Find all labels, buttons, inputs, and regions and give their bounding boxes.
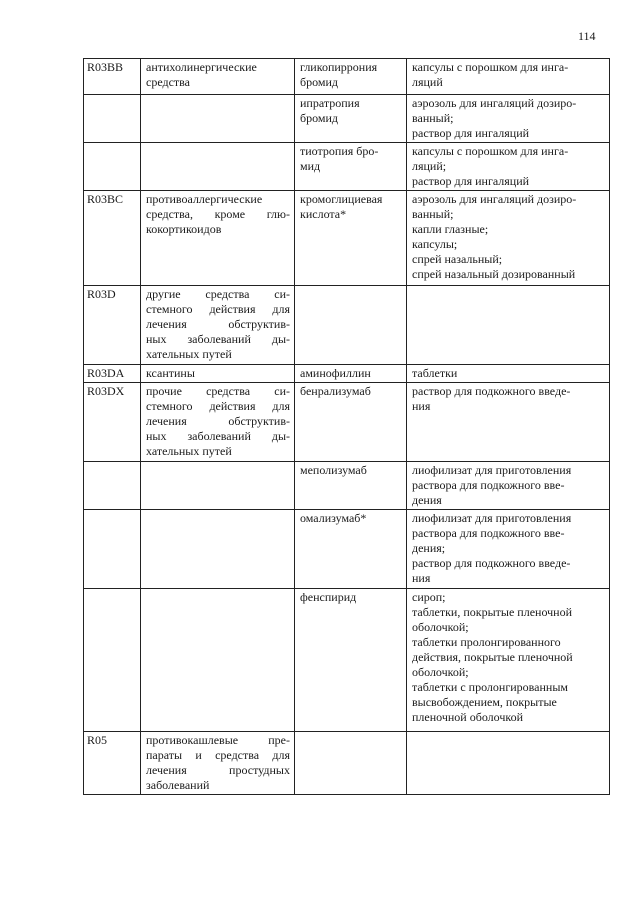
pharm-group-cell bbox=[141, 365, 295, 383]
table-row bbox=[84, 510, 610, 589]
drug-name-line: гликопиррония bbox=[300, 60, 378, 74]
drug-name-line: кромоглициевая bbox=[300, 192, 383, 206]
dosage-form-line: высвобождением, покрытые bbox=[412, 695, 557, 709]
table-row bbox=[84, 95, 610, 143]
dosage-forms-cell bbox=[407, 462, 610, 510]
drug-name-line: ипратропия bbox=[300, 96, 360, 110]
drug-name-cell bbox=[295, 191, 407, 286]
drug-name-cell bbox=[295, 365, 407, 383]
atc-code: R03BB bbox=[87, 60, 124, 74]
drug-name-cell bbox=[295, 143, 407, 191]
dosage-forms-cell bbox=[407, 383, 610, 462]
dosage-form-line: капсулы с порошком для инга- bbox=[412, 60, 569, 74]
atc-code-cell bbox=[84, 365, 141, 383]
atc-code-cell bbox=[84, 383, 141, 462]
drug-name-cell bbox=[295, 95, 407, 143]
dosage-form-line: капли глазные; bbox=[412, 222, 489, 236]
pharm-group-line: средства bbox=[146, 75, 191, 89]
atc-code-cell bbox=[84, 589, 141, 732]
pharm-group-line: хательных путей bbox=[146, 347, 232, 361]
pharm-group-line: кокортикоидов bbox=[146, 222, 222, 236]
pharm-group-cell bbox=[141, 59, 295, 95]
table-row bbox=[84, 462, 610, 510]
table-row bbox=[84, 732, 610, 795]
pharm-group-line: другие средства си- bbox=[146, 287, 290, 301]
drug-name-line: кислота* bbox=[300, 207, 347, 221]
table-row bbox=[84, 286, 610, 365]
pharm-group-line: стемного действия для bbox=[146, 399, 290, 413]
atc-code: R03DA bbox=[87, 366, 125, 380]
pharm-group-cell bbox=[141, 286, 295, 365]
drug-name-line: аминофиллин bbox=[300, 366, 371, 380]
pharm-group-line: противоаллергические bbox=[146, 192, 263, 206]
dosage-form-line: таблетки с пролонгированным bbox=[412, 680, 569, 694]
pharm-group-line: ных заболеваний ды- bbox=[146, 429, 290, 443]
dosage-form-line: ляций; bbox=[412, 159, 447, 173]
dosage-form-line: сироп; bbox=[412, 590, 446, 604]
drug-name-line: бромид bbox=[300, 75, 338, 89]
pharm-group-line: ных заболеваний ды- bbox=[146, 332, 290, 346]
pharm-group-line: ксантины bbox=[146, 366, 195, 380]
dosage-form-line: ванный; bbox=[412, 207, 454, 221]
dosage-form-line: капсулы; bbox=[412, 237, 458, 251]
table-row bbox=[84, 365, 610, 383]
pharm-group-line: хательных путей bbox=[146, 444, 232, 458]
atc-code: R03BC bbox=[87, 192, 124, 206]
dosage-form-line: раствор для ингаляций bbox=[412, 126, 530, 140]
atc-code-cell bbox=[84, 59, 141, 95]
drug-name-line: меполизумаб bbox=[300, 463, 367, 477]
atc-code-cell bbox=[84, 286, 141, 365]
pharm-group-cell bbox=[141, 143, 295, 191]
dosage-forms-cell bbox=[407, 143, 610, 191]
drug-name-cell bbox=[295, 462, 407, 510]
table-row bbox=[84, 589, 610, 732]
atc-code: R03D bbox=[87, 287, 116, 301]
atc-code-cell bbox=[84, 143, 141, 191]
drug-name-line: омализумаб* bbox=[300, 511, 367, 525]
pharm-group-cell bbox=[141, 732, 295, 795]
atc-code-cell bbox=[84, 95, 141, 143]
dosage-form-line: раствора для подкожного вве- bbox=[412, 526, 565, 540]
drug-name-cell bbox=[295, 286, 407, 365]
dosage-forms-cell bbox=[407, 286, 610, 365]
drug-name-cell bbox=[295, 589, 407, 732]
pharm-group-line: лечения обструктив- bbox=[146, 317, 290, 331]
dosage-form-line: капсулы с порошком для инга- bbox=[412, 144, 569, 158]
dosage-form-line: таблетки пролонгированного bbox=[412, 635, 561, 649]
dosage-form-line: пленочной оболочкой bbox=[412, 710, 524, 724]
dosage-forms-cell bbox=[407, 589, 610, 732]
atc-code-cell bbox=[84, 462, 141, 510]
dosage-form-line: раствор для подкожного введе- bbox=[412, 384, 571, 398]
dosage-forms-cell bbox=[407, 191, 610, 286]
pharm-group-line: лечения обструктив- bbox=[146, 414, 290, 428]
dosage-forms-cell bbox=[407, 732, 610, 795]
drug-name-line: тиотропия бро- bbox=[300, 144, 379, 158]
pharm-group-cell bbox=[141, 589, 295, 732]
drug-name-line: мид bbox=[300, 159, 321, 173]
pharm-group-line: лечения простудных bbox=[146, 763, 290, 777]
dosage-form-line: ния bbox=[412, 399, 431, 413]
dosage-form-line: ляций bbox=[412, 75, 443, 89]
pharm-group-line: противокашлевые пре- bbox=[146, 733, 290, 747]
atc-code: R05 bbox=[87, 733, 108, 747]
dosage-form-line: спрей назальный; bbox=[412, 252, 503, 266]
table-row bbox=[84, 143, 610, 191]
dosage-form-line: раствор для подкожного введе- bbox=[412, 556, 571, 570]
drug-name-cell bbox=[295, 383, 407, 462]
drug-name-cell bbox=[295, 732, 407, 795]
medication-table bbox=[83, 58, 610, 795]
pharm-group-line: средства, кроме глю- bbox=[146, 207, 290, 221]
pharm-group-cell bbox=[141, 191, 295, 286]
atc-code-cell bbox=[84, 732, 141, 795]
table-row bbox=[84, 383, 610, 462]
dosage-form-line: действия, покрытые пленочной bbox=[412, 650, 573, 664]
dosage-form-line: спрей назальный дозированный bbox=[412, 267, 576, 281]
dosage-forms-cell bbox=[407, 510, 610, 589]
dosage-form-line: таблетки, покрытые пленочной bbox=[412, 605, 573, 619]
dosage-forms-cell bbox=[407, 59, 610, 95]
drug-name-line: фенспирид bbox=[300, 590, 357, 604]
pharm-group-cell bbox=[141, 95, 295, 143]
pharm-group-cell bbox=[141, 510, 295, 589]
dosage-forms-cell bbox=[407, 365, 610, 383]
dosage-form-line: таблетки bbox=[412, 366, 458, 380]
pharm-group-line: параты и средства для bbox=[146, 748, 290, 762]
table-row bbox=[84, 191, 610, 286]
drug-name-line: бромид bbox=[300, 111, 338, 125]
dosage-form-line: ванный; bbox=[412, 111, 454, 125]
pharm-group-cell bbox=[141, 462, 295, 510]
table-row bbox=[84, 59, 610, 95]
pharm-group-line: прочие средства си- bbox=[146, 384, 290, 398]
dosage-form-line: дения; bbox=[412, 541, 446, 555]
dosage-form-line: оболочкой; bbox=[412, 665, 469, 679]
dosage-form-line: лиофилизат для приготовления bbox=[412, 511, 572, 525]
drug-name-cell bbox=[295, 59, 407, 95]
dosage-form-line: оболочкой; bbox=[412, 620, 469, 634]
pharm-group-line: заболеваний bbox=[146, 778, 210, 792]
dosage-form-line: раствор для ингаляций bbox=[412, 174, 530, 188]
dosage-form-line: аэрозоль для ингаляций дозиро- bbox=[412, 192, 577, 206]
dosage-form-line: раствора для подкожного вве- bbox=[412, 478, 565, 492]
dosage-form-line: лиофилизат для приготовления bbox=[412, 463, 572, 477]
dosage-form-line: аэрозоль для ингаляций дозиро- bbox=[412, 96, 577, 110]
drug-name-line: бенрализумаб bbox=[300, 384, 371, 398]
page-number: 114 bbox=[578, 29, 596, 43]
pharm-group-line: антихолинергические bbox=[146, 60, 257, 74]
pharm-group-cell bbox=[141, 383, 295, 462]
pharm-group-line: стемного действия для bbox=[146, 302, 290, 316]
atc-code: R03DX bbox=[87, 384, 125, 398]
dosage-form-line: дения bbox=[412, 493, 442, 507]
atc-code-cell bbox=[84, 191, 141, 286]
drug-name-cell bbox=[295, 510, 407, 589]
atc-code-cell bbox=[84, 510, 141, 589]
dosage-forms-cell bbox=[407, 95, 610, 143]
dosage-form-line: ния bbox=[412, 571, 431, 585]
